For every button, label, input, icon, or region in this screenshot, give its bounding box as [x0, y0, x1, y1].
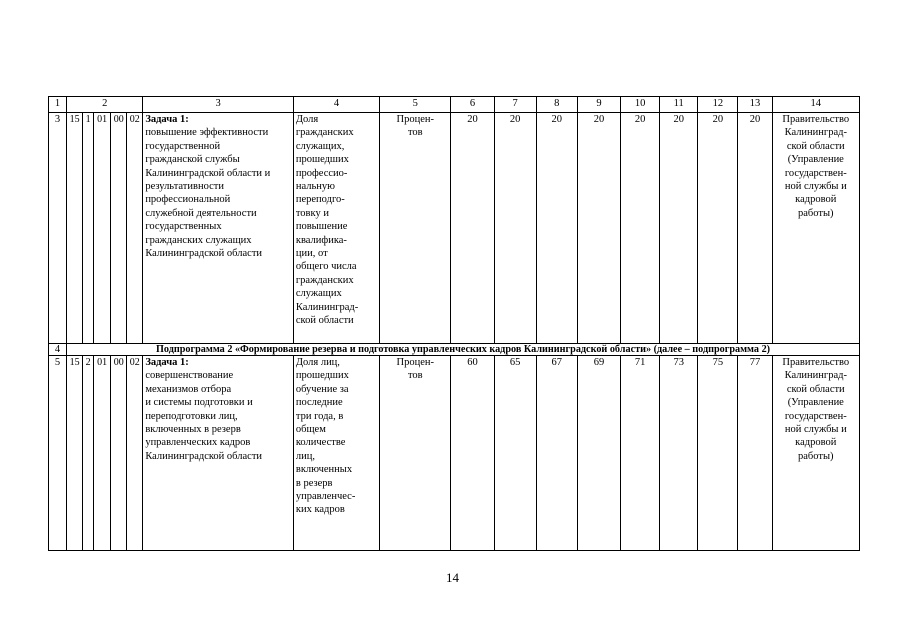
responsible-text: Правительство Калининград- ской области (Управление государствен- ной службы и кадровой работы)	[782, 357, 850, 462]
unit-text: Процен- тов	[396, 114, 435, 139]
value-cell: 77	[738, 356, 772, 551]
code-cell: 15	[67, 113, 83, 344]
section-title: Подпрограмма 2 «Формирование резерва и подготовка управленческих кадров Калининградской области» (далее – подпрограмма 2)	[67, 344, 860, 356]
value-cell: 20	[536, 113, 577, 344]
value-cell: 69	[577, 356, 620, 551]
task-title: Задача 1:	[145, 114, 189, 125]
page-number: 14	[446, 570, 459, 585]
code-cell: 01	[94, 356, 111, 551]
task-text: повышение эффективности государственной гражданской службы Калининградской области и результативности профессиональной служебной деятельности государственных гражданских служащих Калининградской области	[145, 127, 271, 260]
header-cell: 1	[49, 97, 67, 113]
indicator-cell	[293, 356, 379, 551]
unit-cell	[380, 356, 451, 551]
header-cell: 14	[772, 97, 859, 113]
header-cell: 11	[660, 97, 698, 113]
code-cell: 2	[83, 356, 94, 551]
header-cell: 12	[698, 97, 738, 113]
unit-text: Процен- тов	[396, 357, 435, 382]
row-number: 5	[49, 356, 67, 551]
header-cell: 10	[621, 97, 660, 113]
indicators-table	[48, 96, 860, 551]
row-number: 3	[49, 113, 67, 344]
header-cell: 13	[738, 97, 772, 113]
task-cell	[143, 356, 294, 551]
value-cell: 20	[577, 113, 620, 344]
unit-cell	[380, 113, 451, 344]
header-cell: 4	[293, 97, 379, 113]
task-text: совершенствование механизмов отбора и системы подготовки и переподготовки лиц, включенных в резерв управленческих кадров Калининградской области	[145, 370, 263, 462]
task-title: Задача 1:	[145, 357, 189, 368]
value-cell: 20	[451, 113, 494, 344]
header-cell: 2	[67, 97, 143, 113]
code-cell: 02	[127, 356, 143, 551]
value-cell: 75	[698, 356, 738, 551]
code-cell: 00	[111, 113, 127, 344]
value-cell: 20	[698, 113, 738, 344]
responsible-text: Правительство Калининград- ской области (Управление государствен- ной службы и кадровой работы)	[782, 114, 850, 219]
header-cell: 3	[143, 97, 294, 113]
table-row	[49, 113, 860, 344]
code-cell: 01	[94, 113, 111, 344]
value-cell: 20	[660, 113, 698, 344]
responsible-cell	[772, 356, 859, 551]
value-cell: 73	[660, 356, 698, 551]
header-cell: 9	[577, 97, 620, 113]
value-cell: 60	[451, 356, 494, 551]
task-cell	[143, 113, 294, 344]
value-cell: 20	[621, 113, 660, 344]
header-cell: 8	[536, 97, 577, 113]
code-cell: 02	[127, 113, 143, 344]
code-cell: 00	[111, 356, 127, 551]
section-row	[49, 344, 860, 356]
indicator-cell	[293, 113, 379, 344]
header-cell: 7	[494, 97, 536, 113]
indicator-text: Доля гражданских служащих, прошедших профессио- нальную переподго- товку и повышение квалифика- ции, от общего числа гражданских служащих Калининград- ской области	[295, 114, 359, 327]
value-cell: 67	[536, 356, 577, 551]
indicator-text: Доля лиц, прошедших обучение за последние три года, в общем количестве лиц, включенных в резерв управленчес- ких кадров	[295, 357, 356, 516]
value-cell: 20	[738, 113, 772, 344]
header-cell: 5	[380, 97, 451, 113]
row-number: 4	[49, 344, 67, 356]
table-row	[49, 356, 860, 551]
code-cell: 15	[67, 356, 83, 551]
header-row	[49, 97, 860, 113]
value-cell: 20	[494, 113, 536, 344]
header-cell: 6	[451, 97, 494, 113]
code-cell: 1	[83, 113, 94, 344]
value-cell: 71	[621, 356, 660, 551]
value-cell: 65	[494, 356, 536, 551]
responsible-cell	[772, 113, 859, 344]
